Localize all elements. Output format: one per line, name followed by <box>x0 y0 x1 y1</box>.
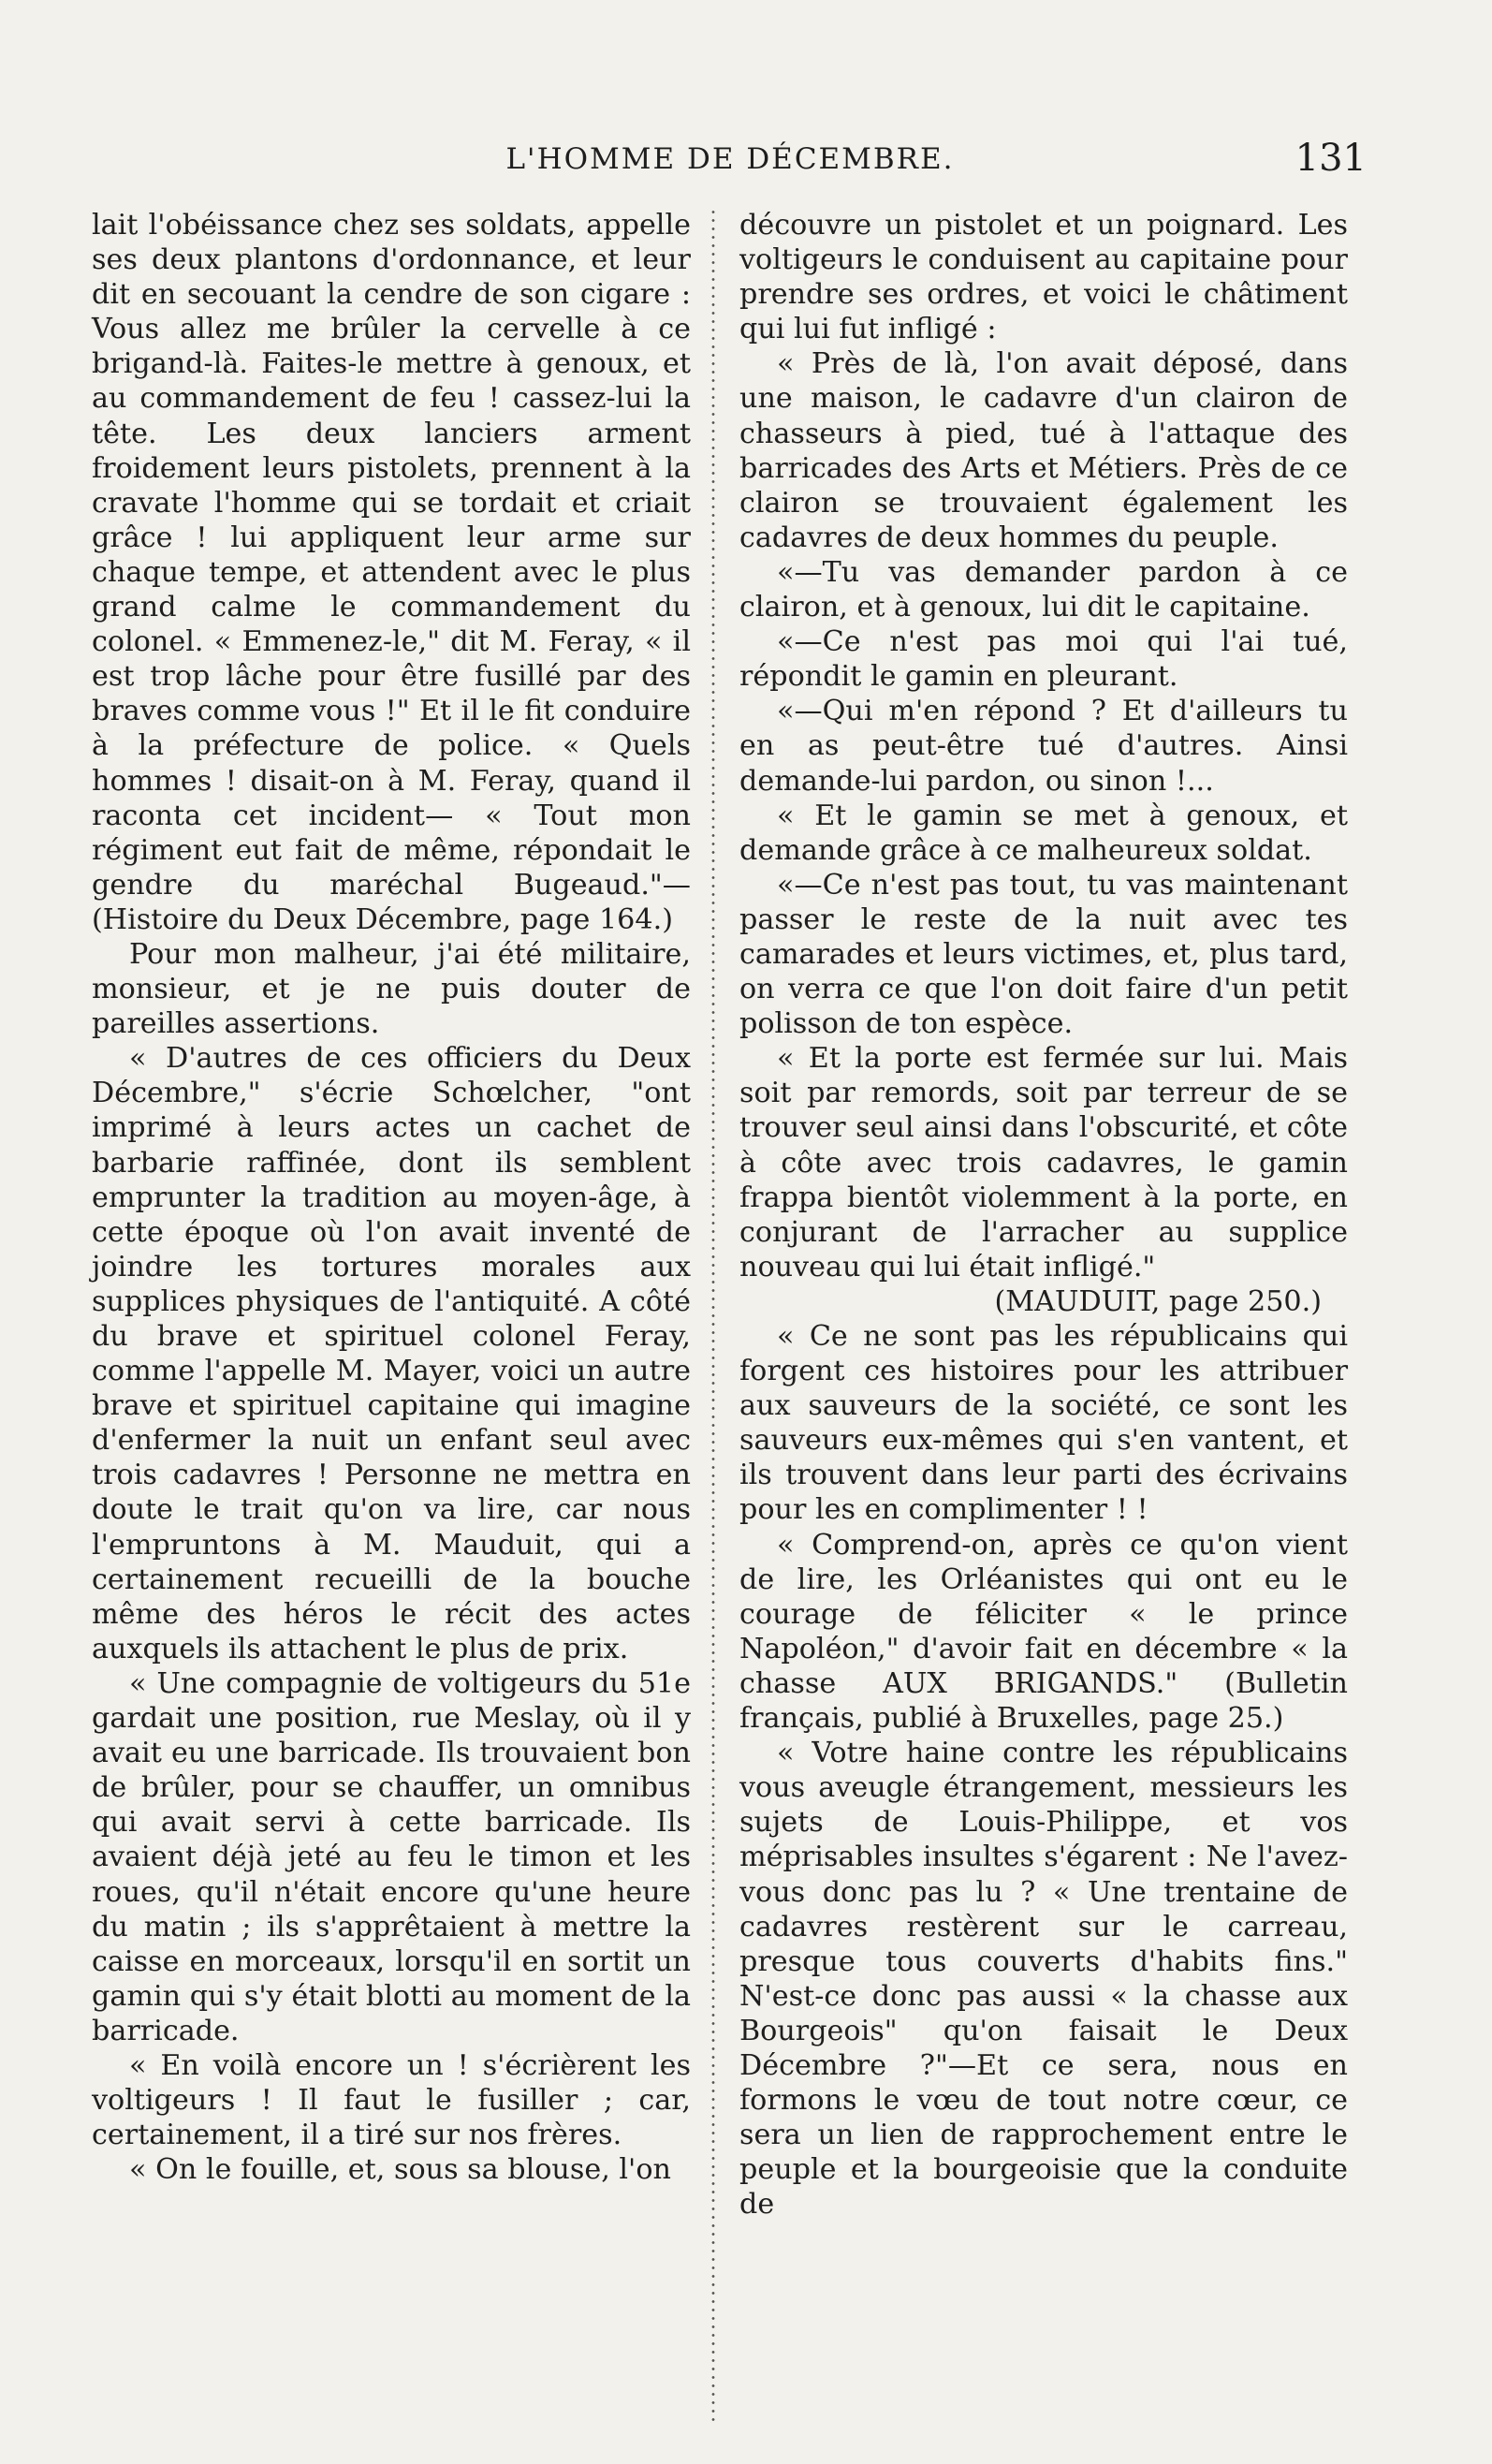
paragraph: Pour mon malheur, j'ai été militaire, monsieur, et je ne puis douter de pareilles assertions. <box>92 937 691 1041</box>
paragraph: « D'autres de ces officiers du Deux Décembre," s'écrie Schœlcher, "ont imprimé à leurs actes un cachet de barbarie raffinée, dont ils semblent emprunter la tradition au moyen-âge, à cette époque où l'on avait inventé de joindre les tortures morales aux supplices physiques de l'antiquité. A côté du brave et spirituel colonel Feray, comme l'appelle M. Mayer, voici un autre brave et spirituel capitaine qui imagine d'enfermer la nuit un enfant seul avec trois cadavres ! Personne ne mettra en doute le trait qu'on va lire, car nous l'empruntons à M. Mauduit, qui a certainement recueilli de la bouche même des héros le récit des actes auxquels ils attachent le plus de prix. <box>92 1042 691 1665</box>
paragraph: « Une compagnie de voltigeurs du 51e gardait une position, rue Meslay, où il y avait eu une barricade. Ils trouvaient bon de brûler, pour se chauffer, un omnibus qui avait servi à cette barricade. Ils avaient déjà jeté au feu le timon et les roues, qu'il n'était encore qu'une heure du matin ; ils s'apprêtaient à mettre la caisse en morceaux, lorsqu'il en sortit un gamin qui s'y était blotti au moment de la barricade. <box>92 1666 691 2047</box>
citation: (MAUDUIT, page 250.) <box>994 1284 1322 1318</box>
paragraph: « On le fouille, et, sous sa blouse, l'on <box>129 2153 671 2187</box>
right-column <box>739 208 1348 2222</box>
paragraph: «—Qui m'en répond ? Et d'ailleurs tu en as peut-être tué d'autres. Ainsi demande-lui pardon, ou sinon !... <box>739 695 1348 798</box>
paragraph: découvre un pistolet et un poignard. Les voltigeurs le conduisent au capitaine pour prendre ses ordres, et voici le châtiment qui lui fut infligé : <box>739 209 1348 346</box>
paragraph: « Près de là, l'on avait déposé, dans une maison, le cadavre d'un clairon de chasseurs à pied, tué à l'attaque des barricades des Arts et Métiers. Près de ce clairon se trouvaient également les cadavres de deux hommes du peuple. <box>739 347 1348 554</box>
paragraph: « Ce ne sont pas les républicains qui forgent ces histoires pour les attribuer aux sauveurs de la société, ce sont les sauveurs eux-mêmes qui s'en vantent, et ils trouvent dans leur parti des écrivains pour les en complimenter ! ! <box>739 1320 1348 1527</box>
paragraph: « Et la porte est fermée sur lui. Mais soit par remords, soit par terreur de se trouver seul ainsi dans l'obscurité, et côte à côte avec trois cadavres, le gamin frappa bientôt violemment à la porte, en conjurant de l'arracher au supplice nouveau qui lui était infligé." <box>739 1042 1348 1283</box>
running-head <box>94 137 1367 183</box>
running-title: L'HOMME DE DÉCEMBRE. <box>505 142 955 176</box>
left-column <box>92 208 691 2187</box>
paragraph: « Votre haine contre les républicains vous aveugle étrangement, messieurs les sujets de Louis-Philippe, et vos méprisables insultes s'égarent : Ne l'avez-vous donc pas lu ? « Une trentaine de cadavres restèrent sur le carreau, presque tous couverts d'habits fins." N'est-ce donc pas aussi « la chasse aux Bourgeois" qu'on faisait le Deux Décembre ?"—Et ce sera, nous en formons le vœu de tout notre cœur, ce sera un lien de rapprochement entre le peuple et la bourgeoisie que la conduite de <box>739 1737 1348 2222</box>
paragraph: «—Tu vas demander pardon à ce clairon, et à genoux, lui dit le capitaine. <box>739 555 1348 624</box>
paragraph: « Et le gamin se met à genoux, et demande grâce à ce malheureux soldat. <box>739 799 1348 867</box>
page-number: 131 <box>1295 137 1367 180</box>
paragraph: lait l'obéissance chez ses soldats, appelle ses deux plantons d'ordonnance, et leur dit en secouant la cendre de son cigare : Vous allez me brûler la cervelle à ce brigand-là. Faites-le mettre à genoux, et au commandement de feu ! cassez-lui la tête. Les deux lanciers arment froidement leurs pistolets, prennent à la cravate l'homme qui se tordait et criait grâce ! lui appliquent leur arme sur chaque tempe, et attendent avec le plus grand calme le commandement du colonel. « Emmenez-le," dit M. Feray, « il est trop lâche pour être fusillé par des braves comme vous !" Et il le fit conduire à la préfecture de police. « Quels hommes ! disait-on à M. Feray, quand il raconta cet incident— « Tout mon régiment eut fait de même, répondait le gendre du maréchal Bugeaud."—(Histoire du Deux Décembre, page 164.) <box>92 209 691 936</box>
paragraph: «—Ce n'est pas tout, tu vas maintenant passer le reste de la nuit avec tes camarades et leurs victimes, et, plus tard, on verra ce que l'on doit faire d'un petit polisson de ton espèce. <box>739 868 1348 1041</box>
paragraph: « Comprend-on, après ce qu'on vient de lire, les Orléanistes qui ont eu le courage de féliciter « le prince Napoléon," d'avoir fait en décembre « la chasse AUX BRIGANDS." (Bulletin français, publié à Bruxelles, page 25.) <box>739 1528 1348 1736</box>
paragraph: « En voilà encore un ! s'écrièrent les voltigeurs ! Il faut le fusiller ; car, certainement, il a tiré sur nos frères. <box>92 2048 691 2152</box>
paragraph: «—Ce n'est pas moi qui l'ai tué, répondit le gamin en pleurant. <box>739 625 1348 694</box>
column-divider <box>708 208 719 2423</box>
